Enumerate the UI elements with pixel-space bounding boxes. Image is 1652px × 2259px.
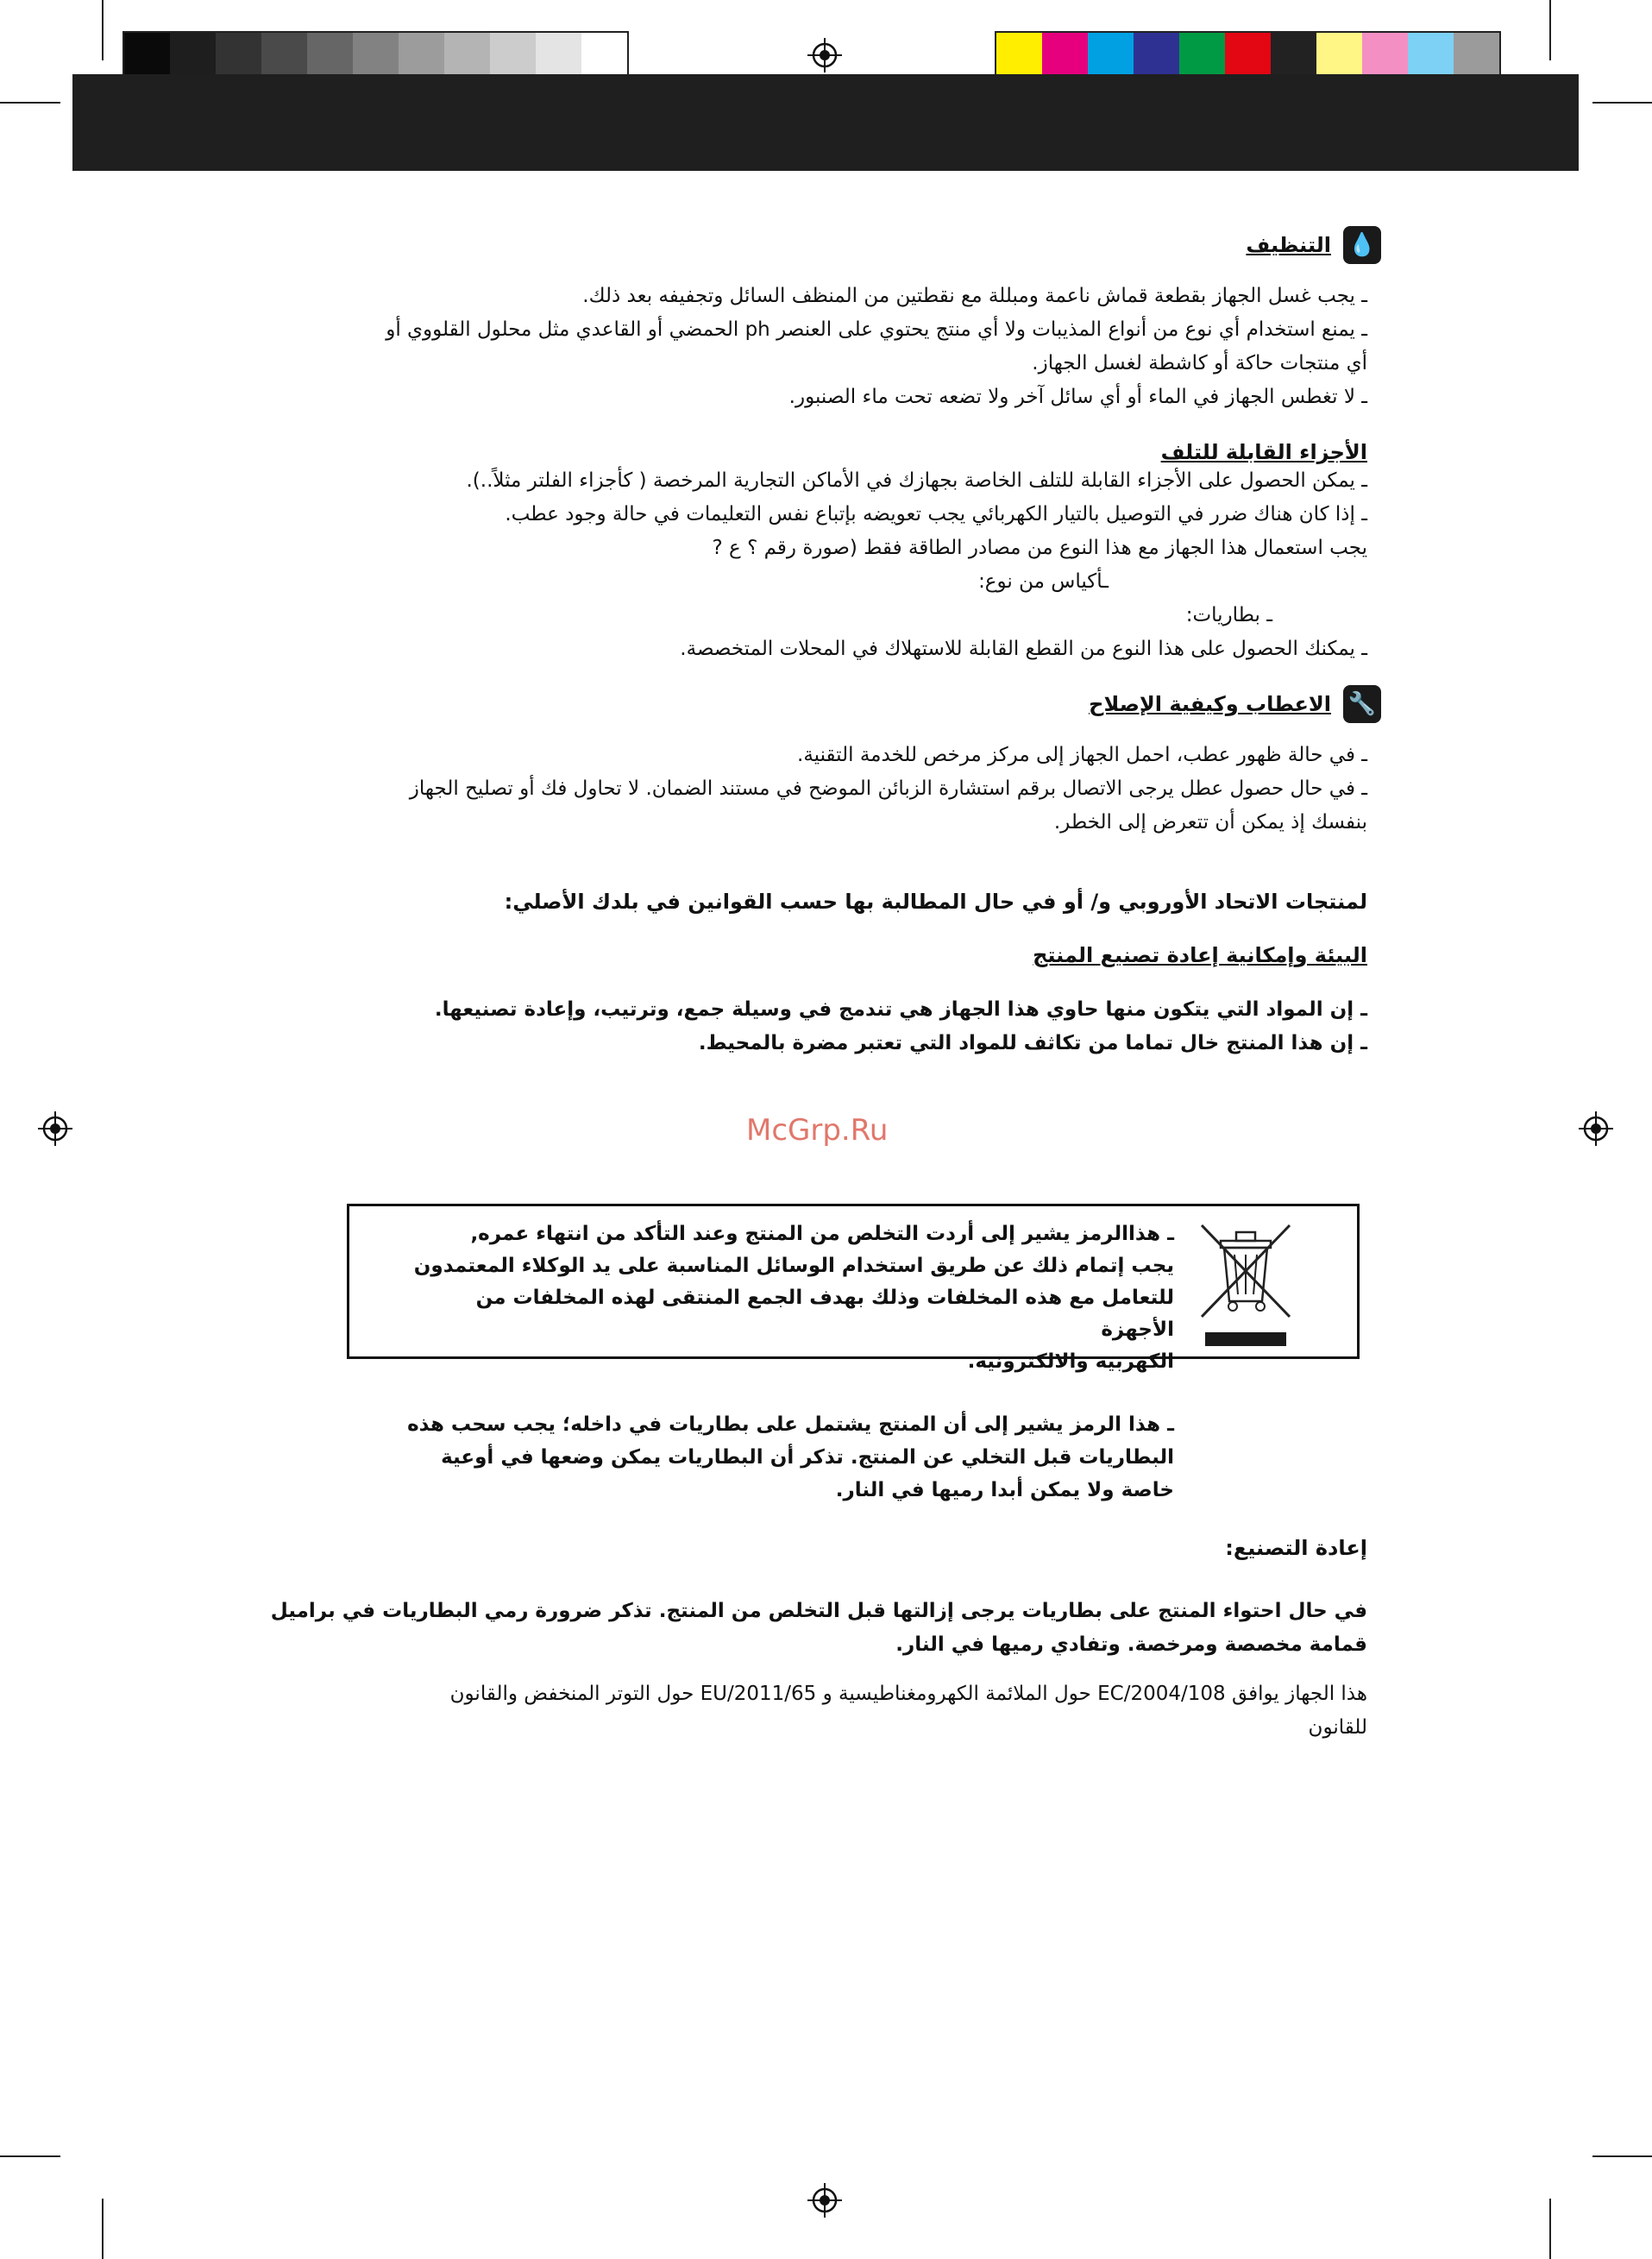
cleaning-title: التنظيف bbox=[1246, 233, 1331, 257]
weee-notice-box bbox=[347, 1204, 1360, 1373]
parts-line: ـ بطاريات: bbox=[1185, 604, 1272, 626]
cleaning-line: ـ يمنع استخدام أي نوع من أنواع المذيبات ولا أي منتج يحتوي على العنصر ph الحمضي أو القاعدي مثل محلول القلووي أو bbox=[386, 318, 1367, 341]
repair-line: بنفسك إذ يمكن أن تتعرض إلى الخطر. bbox=[1053, 811, 1367, 834]
water-drop-icon: 💧 bbox=[1343, 226, 1381, 264]
environment-line: ـ إن المواد التي يتكون منها حاوي هذا الجهاز هي تندمج في وسيلة جمع، وترتيب، وإعادة تصنيعها. bbox=[434, 998, 1367, 1021]
crop-mark bbox=[102, 0, 104, 60]
parts-line: ـ يمكن الحصول على الأجزاء القابلة للتلف الخاصة بجهازك في الأماكن التجارية المرخصة ( كأجزاء الفلتر مثلاً..). bbox=[466, 469, 1367, 492]
parts-line: ـأكياس من نوع: bbox=[978, 570, 1109, 593]
environment-line: ـ إن هذا المنتج خال تماما من تكاثف للمواد التي تعتبر مضرة بالمحيط. bbox=[698, 1032, 1367, 1054]
crop-mark bbox=[1592, 102, 1652, 104]
crop-mark bbox=[1549, 2199, 1551, 2259]
battery-line: البطاريات قبل التخلي عن المنتج. تذكر أن البطاريات يمكن وضعها في أوعية bbox=[441, 1446, 1174, 1469]
cleaning-line: ـ يجب غسل الجهاز بقطعة قماش ناعمة ومبللة مع نقطتين من المنظف السائل وتجفيفه بعد ذلك. bbox=[582, 285, 1367, 307]
parts-title: الأجزاء القابلة للتلف bbox=[1160, 440, 1367, 464]
crossed-bin-icon bbox=[1195, 1222, 1297, 1350]
parts-line: ـ إذا كان هناك ضرر في التوصيل بالتيار الكهربائي يجب تعويضه بإتباع نفس التعليمات في حالة وجود عطب. bbox=[505, 503, 1367, 525]
battery-line: ـ هذا الرمز يشير إلى أن المنتج يشتمل على بطاريات في داخله؛ يجب سحب هذه bbox=[407, 1413, 1174, 1436]
crop-mark bbox=[0, 102, 60, 104]
battery-line: خاصة ولا يمكن أبدا رميها في النار. bbox=[835, 1479, 1174, 1501]
watermark: McGrp.Ru bbox=[746, 1113, 889, 1148]
cleaning-line: ـ لا تغطس الجهاز في الماء أو أي سائل آخر ولا تضعه تحت ماء الصنبور. bbox=[788, 386, 1367, 408]
registration-mark-icon bbox=[807, 2183, 842, 2218]
document-body bbox=[181, 226, 1377, 1060]
weee-line: للتعامل مع هذه المخلفات وذلك بهدف الجمع المنتقى لهذه المخلفات من الأجهزة bbox=[475, 1287, 1174, 1341]
repair-heading bbox=[181, 685, 1381, 723]
repair-line: ـ في حال حصول عطل يرجى الاتصال برقم استشارة الزبائن الموضح في مستند الضمان. لا تحاول فك أو تصليح الجهاز bbox=[409, 777, 1367, 800]
document-footer-body bbox=[181, 1536, 1367, 1745]
crop-mark bbox=[0, 2155, 60, 2157]
environment-title: البيئة وإمكانية إعادة تصنيع المنتج bbox=[1033, 943, 1367, 967]
eu-heading: لمنتجات الاتحاد الأوروبي و/ أو في حال المطالبة بها حسب القوانين في بلدك الأصلي: bbox=[504, 890, 1367, 914]
battery-notice bbox=[398, 1408, 1174, 1507]
recycling-title: إعادة التصنيع: bbox=[1225, 1536, 1367, 1560]
crop-mark bbox=[1592, 2155, 1652, 2157]
compliance-line: للقانون bbox=[1308, 1716, 1367, 1739]
registration-mark-icon bbox=[1579, 1111, 1613, 1146]
registration-mark-icon bbox=[807, 38, 842, 72]
weee-text bbox=[398, 1218, 1174, 1378]
parts-line: يجب استعمال هذا الجهاز مع هذا النوع من مصادر الطاقة فقط (صورة رقم ؟ ع ? bbox=[712, 537, 1367, 559]
repair-title: الاعطاب وكيفية الإصلاح bbox=[1089, 692, 1331, 716]
weee-line: الكهربية والالكترونية. bbox=[967, 1350, 1174, 1373]
repair-line: ـ في حالة ظهور عطب، احمل الجهاز إلى مركز مرخص للخدمة التقنية. bbox=[797, 744, 1367, 766]
cleaning-line: أي منتجات حاكة أو كاشطة لغسل الجهاز. bbox=[1032, 352, 1367, 374]
weee-line: يجب إتمام ذلك عن طريق استخدام الوسائل المناسبة على يد الوكلاء المعتمدون bbox=[413, 1255, 1174, 1277]
cleaning-heading bbox=[181, 226, 1381, 264]
weee-line: ـ هذاالرمز يشير إلى أردت التخلص من المنتج وعند التأكد من انتهاء عمره, bbox=[470, 1223, 1174, 1245]
compliance-line: هذا الجهاز يوافق EC/2004/108 حول الملائمة الكهرومغناطيسية و EU/2011/65 حول التوتر المنخفض والقانون bbox=[449, 1683, 1367, 1705]
wrench-icon: 🔧 bbox=[1343, 685, 1381, 723]
crop-mark bbox=[1549, 0, 1551, 60]
recycling-line: في حال احتواء المنتج على بطاريات يرجى إزالتها قبل التخلص من المنتج. تذكر ضرورة رمي البطاريات في براميل bbox=[270, 1600, 1367, 1622]
header-band bbox=[72, 74, 1579, 171]
recycling-line: قمامة مخصصة ومرخصة. وتفادي رميها في النار. bbox=[895, 1633, 1367, 1656]
registration-mark-icon bbox=[38, 1111, 72, 1146]
parts-line: ـ يمكنك الحصول على هذا النوع من القطع القابلة للاستهلاك في المحلات المتخصصة. bbox=[680, 638, 1367, 660]
crop-mark bbox=[102, 2199, 104, 2259]
